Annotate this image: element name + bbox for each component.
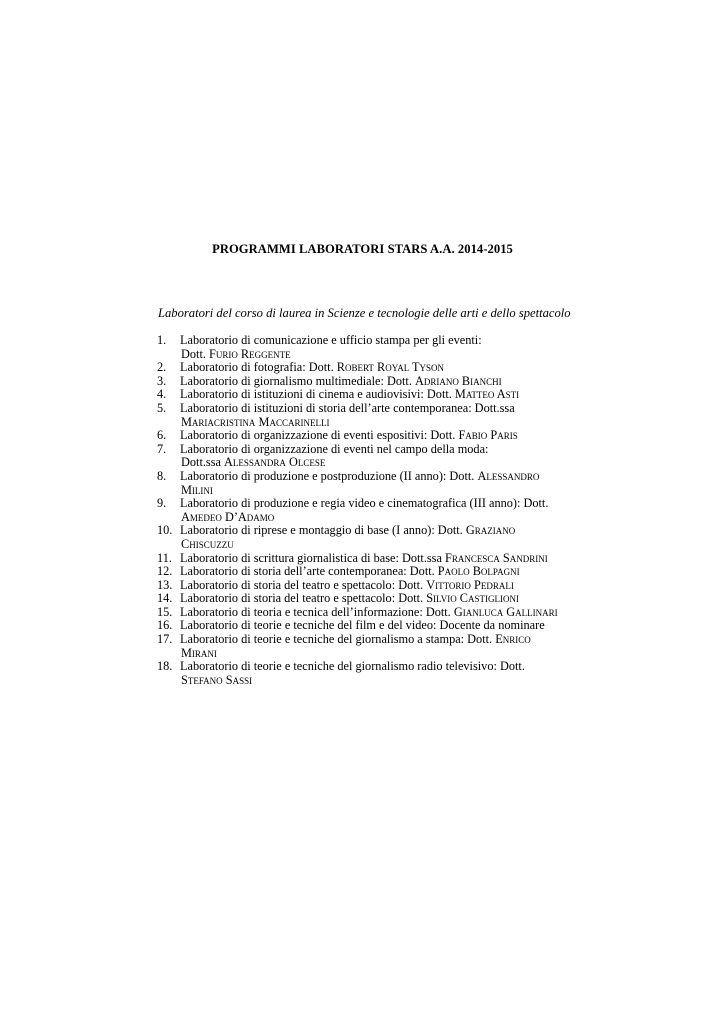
lab-description: Laboratorio di istituzioni di storia dell’arte contemporanea: Dott.ssa	[180, 400, 515, 415]
list-item-line	[180, 579, 577, 593]
list-item	[157, 361, 577, 375]
list-item-number: 17.	[157, 632, 173, 647]
instructor-name: Robert Royal Tyson	[336, 360, 445, 375]
list-item-number: 1.	[157, 333, 167, 347]
list-item-number: 14.	[157, 591, 173, 606]
instructor-name: Graziano	[465, 523, 516, 538]
list-item-line	[180, 443, 577, 457]
list-item	[157, 402, 577, 429]
list-item-line	[180, 524, 577, 538]
list-item-text	[180, 619, 577, 633]
list-item-number: 12.	[157, 564, 173, 579]
instructor-name: Fabio Paris	[458, 428, 518, 443]
list-item	[157, 470, 577, 497]
list-item-number: 18.	[157, 659, 173, 674]
lab-description: Laboratorio di produzione e postproduzione (II anno): Dott.	[180, 468, 478, 483]
list-item-text	[180, 443, 577, 470]
instructor-name: Silvio Castiglioni	[426, 591, 519, 606]
list-item	[157, 579, 577, 593]
list-item	[157, 606, 577, 620]
list-item-line	[180, 552, 577, 566]
list-item-text	[180, 606, 577, 620]
list-item-text	[180, 592, 577, 606]
instructor-name: Francesca Sandrini	[445, 550, 548, 565]
list-item-line	[180, 538, 577, 552]
list-item	[157, 592, 577, 606]
lab-description: Laboratorio di produzione e regia video e cinematografica (III anno): Dott.	[180, 496, 549, 511]
instructor-name: Mariacristina Maccarinelli	[181, 414, 330, 429]
list-item-number: 13.	[157, 577, 173, 592]
instructor-title: Dott.	[181, 346, 210, 361]
list-item-text	[180, 429, 577, 443]
lab-description: Laboratorio di riprese e montaggio di base (I anno): Dott.	[180, 523, 466, 538]
list-item	[157, 497, 577, 524]
list-item-number: 4.	[157, 387, 167, 402]
list-item-number: 16.	[157, 618, 173, 633]
list-item-number: 10.	[157, 523, 173, 538]
lab-description: Laboratorio di teoria e tecnica dell’informazione: Dott.	[180, 604, 454, 619]
list-item	[157, 660, 577, 687]
list-item	[157, 619, 577, 633]
document-subtitle: Laboratori del corso di laurea in Scienze e tecnologie delle arti e dello spettacolo	[158, 306, 571, 320]
instructor-name: Amedeo D’Adamo	[181, 509, 275, 524]
instructor-name: Alessandra Olcese	[224, 455, 326, 470]
lab-description: Laboratorio di storia dell’arte contemporanea: Dott.	[180, 564, 438, 579]
list-item-line	[180, 565, 577, 579]
list-item-number: 8.	[157, 468, 167, 483]
list-item-line	[180, 348, 577, 362]
list-item-line	[180, 388, 577, 402]
list-item-line	[180, 497, 577, 511]
list-item-line	[180, 375, 577, 389]
instructor-name: Stefano Sassi	[181, 672, 253, 687]
lab-description: Laboratorio di scrittura giornalistica di base: Dott.ssa	[180, 550, 445, 565]
list-item-line	[180, 660, 577, 674]
lab-description: Laboratorio di storia del teatro e spettacolo: Dott.	[180, 577, 427, 592]
instructor-name: Adriano Bianchi	[414, 373, 502, 388]
list-item-line	[180, 592, 577, 606]
lab-description: Laboratorio di storia del teatro e spettacolo: Dott.	[180, 591, 427, 606]
lab-description: Laboratorio di istituzioni di cinema e audiovisivi: Dott.	[180, 387, 455, 402]
list-item-number: 3.	[157, 373, 167, 388]
lab-description: Laboratorio di organizzazione di eventi espositivi: Dott.	[180, 428, 459, 443]
list-item-text	[180, 470, 577, 497]
lab-description: Laboratorio di fotografia: Dott.	[180, 360, 337, 375]
lab-description: Laboratorio di teorie e tecniche del giornalismo radio televisivo: Dott.	[180, 659, 525, 674]
list-item-number: 2.	[157, 360, 167, 375]
list-item-line	[180, 361, 577, 375]
list-item	[157, 429, 577, 443]
list-item-text	[180, 402, 577, 429]
instructor-name: Chiscuzzu	[181, 536, 234, 551]
list-item	[157, 388, 577, 402]
list-item-text	[180, 579, 577, 593]
instructor-name: Enrico	[495, 632, 531, 647]
list-item-text	[180, 361, 577, 375]
lab-description: Laboratorio di organizzazione di eventi nel campo della moda:	[180, 441, 489, 456]
instructor-name: Mirani	[181, 645, 217, 660]
list-item-line	[180, 674, 577, 688]
list-item-number: 5.	[157, 400, 167, 415]
list-item-line	[180, 470, 577, 484]
list-item-text	[180, 552, 577, 566]
list-item	[157, 633, 577, 660]
lab-description: Laboratorio di comunicazione e ufficio stampa per gli eventi:	[180, 333, 482, 347]
instructor-name: Furio Reggente	[209, 346, 291, 361]
instructor-name: Milini	[181, 482, 213, 497]
list-item-text	[180, 497, 577, 524]
list-item-line	[180, 416, 577, 430]
lab-description: Laboratorio di teorie e tecniche del giornalismo a stampa: Dott.	[180, 632, 496, 647]
list-item-number: 7.	[157, 441, 167, 456]
instructor-name: Matteo Asti	[454, 387, 520, 402]
list-item-line	[180, 402, 577, 416]
instructor-name: Paolo Bolpagni	[437, 564, 520, 579]
list-item	[157, 524, 577, 551]
list-item-text	[180, 334, 577, 361]
laboratory-list	[157, 334, 577, 687]
list-item-line	[180, 633, 577, 647]
instructor-title: Dott.ssa	[181, 455, 225, 470]
list-item-line	[180, 334, 577, 348]
list-item-text	[180, 524, 577, 551]
list-item-text	[180, 375, 577, 389]
list-item	[157, 565, 577, 579]
list-item-text	[180, 388, 577, 402]
list-item-text	[180, 660, 577, 687]
list-item-line	[180, 606, 577, 620]
list-item-line	[180, 619, 577, 633]
list-item-line	[180, 484, 577, 498]
list-item-text	[180, 633, 577, 660]
list-item-number: 11.	[157, 550, 172, 565]
list-item	[157, 443, 577, 470]
list-item-number: 6.	[157, 428, 167, 443]
list-item	[157, 375, 577, 389]
list-item	[157, 552, 577, 566]
lab-description: Laboratorio di teorie e tecniche del film e del video: Docente da nominare	[180, 618, 545, 633]
document-title: PROGRAMMI LABORATORI STARS A.A. 2014-2015	[212, 242, 513, 256]
list-item-line	[180, 456, 577, 470]
list-item-line	[180, 511, 577, 525]
list-item-line	[180, 647, 577, 661]
lab-description: Laboratorio di giornalismo multimediale: Dott.	[180, 373, 415, 388]
instructor-name: Gianluca Gallinari	[453, 604, 558, 619]
list-item-number: 9.	[157, 496, 167, 511]
list-item	[157, 334, 577, 361]
list-item-text	[180, 565, 577, 579]
list-item-number: 15.	[157, 604, 173, 619]
instructor-name: Vittorio Pedrali	[426, 577, 514, 592]
instructor-name: Alessandro	[477, 468, 540, 483]
list-item-line	[180, 429, 577, 443]
